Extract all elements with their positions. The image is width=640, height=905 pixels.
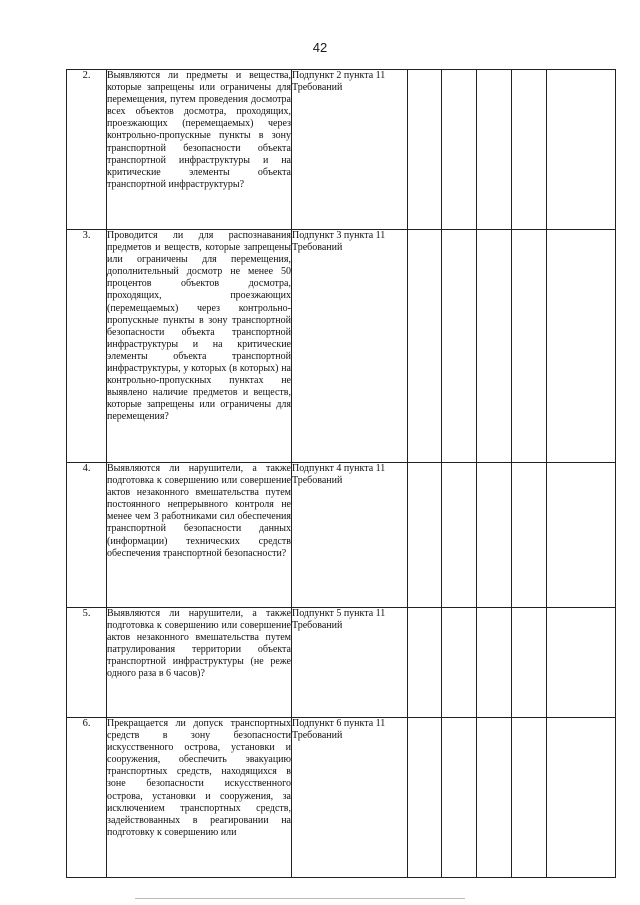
requirement-reference: Подпункт 2 пункта 11 Требований — [292, 70, 408, 230]
answer-cell — [477, 608, 512, 718]
table-row — [67, 230, 616, 463]
question-text: Выявляются ли нарушители, а также подготовка к совершению или совершение актов незаконного вмешательства путем постоянного непрерывного контроля не менее чем 3 работниками сил обеспечения транспортной безопасности данных (информации) технических средств обеспечения транспортной безопасности? — [107, 463, 292, 608]
answer-cell — [512, 608, 547, 718]
question-text: Выявляются ли предметы и вещества, которые запрещены или ограничены для перемещения, путем проведения досмотра всех объектов досмотра, проходящих, проезжающих (перемещаемых) через контрольно-пропускные пункты в зону транспортной безопасности объекта транспортной инфраструктуры и на критические элементы объекта транспортной инфраструктуры? — [107, 70, 292, 230]
answer-cell — [477, 718, 512, 878]
row-number: 6. — [67, 718, 107, 878]
answer-cell — [408, 70, 442, 230]
answer-cell — [512, 70, 547, 230]
answer-cell — [442, 718, 477, 878]
note-cell — [547, 718, 616, 878]
page-number: 42 — [312, 40, 328, 55]
question-text: Прекращается ли допуск транспортных средств в зону безопасности искусственного острова, установки и сооружения, обеспечить эвакуацию транспортных средств, находящихся в зоне безопасности искусственного острова, установки и сооружения, за исключением транспортных средств, задействованных в реагировании на подготовку к совершению или — [107, 718, 292, 878]
question-text: Выявляются ли нарушители, а также подготовка к совершению или совершение актов незаконного вмешательства путем патрулирования территории объекта транспортной инфраструктуры (не реже одного раза в 6 часов)? — [107, 608, 292, 718]
answer-cell — [477, 230, 512, 463]
note-cell — [547, 70, 616, 230]
requirement-reference: Подпункт 6 пункта 11 Требований — [292, 718, 408, 878]
answer-cell — [408, 718, 442, 878]
answer-cell — [442, 70, 477, 230]
row-number: 3. — [67, 230, 107, 463]
answer-cell — [512, 718, 547, 878]
row-number: 2. — [67, 70, 107, 230]
answer-cell — [477, 463, 512, 608]
requirement-reference: Подпункт 5 пункта 11 Требований — [292, 608, 408, 718]
scan-edge-line — [135, 898, 465, 899]
note-cell — [547, 463, 616, 608]
note-cell — [547, 230, 616, 463]
answer-cell — [442, 608, 477, 718]
table-row — [67, 70, 616, 230]
table-row — [67, 463, 616, 608]
answer-cell — [408, 608, 442, 718]
checklist-table — [66, 69, 616, 878]
answer-cell — [442, 230, 477, 463]
answer-cell — [477, 70, 512, 230]
answer-cell — [512, 230, 547, 463]
answer-cell — [408, 230, 442, 463]
question-text: Проводится ли для распознавания предметов и веществ, которые запрещены или ограничены для перемещения, дополнительный досмотр не менее 50 процентов объектов досмотра, проходящих, проезжающих (перемещаемых) через контрольно-пропускные пункты в зону транспортной безопасности объекта транспортной инфраструктуры и на критические элементы объекта транспортной инфраструктуры, у которых (в которых) на контрольно-пропускных пунктах не выявлено наличие предметов и веществ, которые запрещены или ограничены для перемещения? — [107, 230, 292, 463]
row-number: 5. — [67, 608, 107, 718]
requirement-reference: Подпункт 4 пункта 11 Требований — [292, 463, 408, 608]
answer-cell — [442, 463, 477, 608]
answer-cell — [408, 463, 442, 608]
table-row — [67, 718, 616, 878]
requirement-reference: Подпункт 3 пункта 11 Требований — [292, 230, 408, 463]
row-number: 4. — [67, 463, 107, 608]
note-cell — [547, 608, 616, 718]
table-row — [67, 608, 616, 718]
answer-cell — [512, 463, 547, 608]
